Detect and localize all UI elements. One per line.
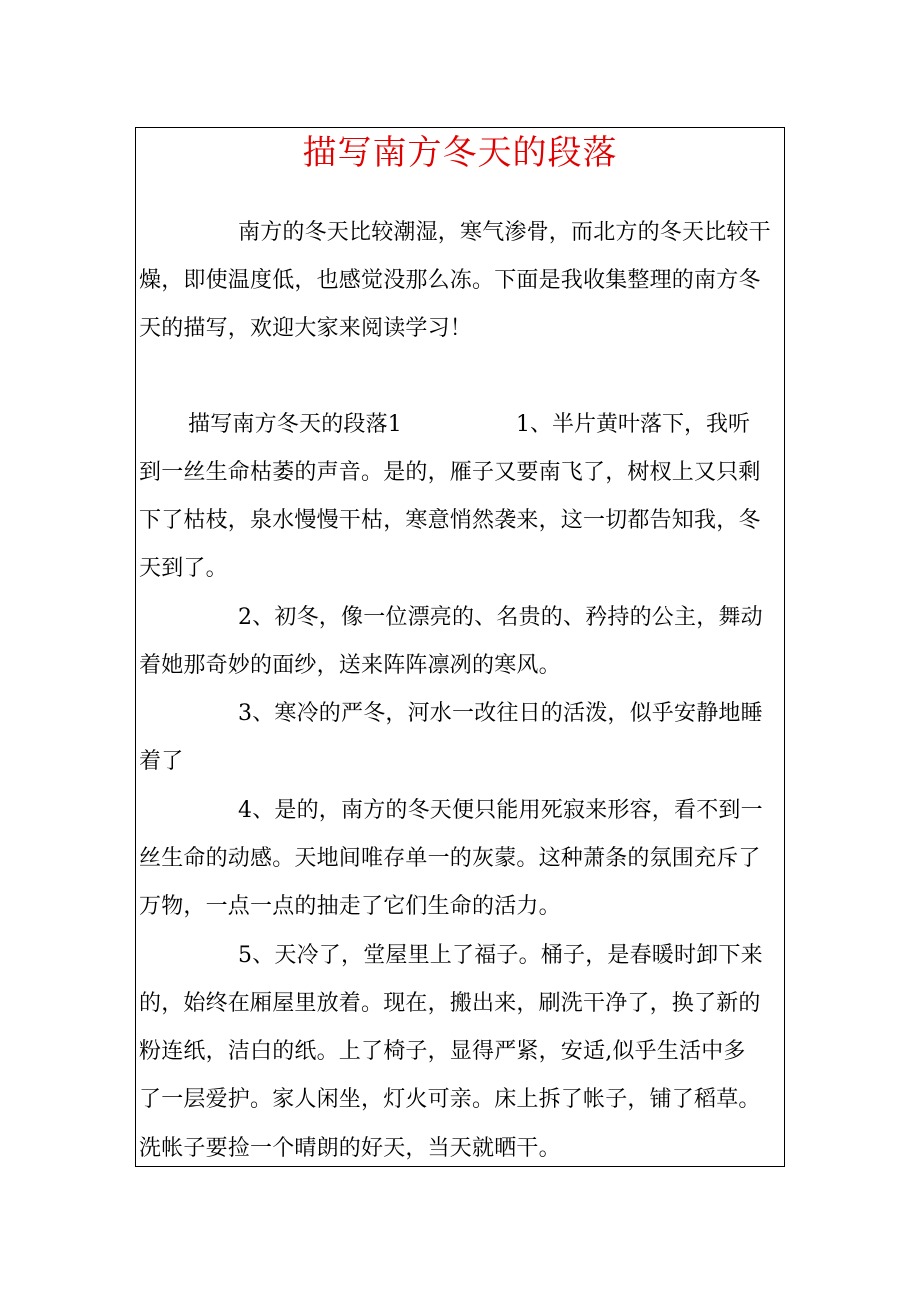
intro-line: 天的描写，欢迎大家来阅读学习！: [139, 316, 473, 341]
item-5-line: 粉连纸，洁白的纸。上了椅子，显得严紧，安适,似乎生活中多: [139, 1039, 746, 1064]
intro-line: 南方的冬天比较潮湿，寒气渗骨，而北方的冬天比较干: [238, 220, 771, 245]
item-2-line: 2、初冬，像一位漂亮的、名贵的、矜持的公主，舞动: [238, 605, 763, 630]
item-5-line: 的，始终在厢屋里放着。现在，搬出来，刷洗干净了，换了新的: [139, 991, 761, 1016]
item-5-line: 了一层爱护。家人闲坐，灯火可亲。床上拆了帐子，铺了稻草。: [139, 1087, 761, 1112]
intro-line: 燥，即使温度低，也感觉没那么冻。下面是我收集整理的南方冬: [139, 268, 761, 293]
document-title: 描写南方冬天的段落: [302, 133, 618, 173]
item-5-line: 洗帐子要捡一个晴朗的好天，当天就晒干。: [139, 1136, 561, 1161]
item-4-line: 4、是的，南方的冬天便只能用死寂来形容，看不到一: [238, 798, 763, 823]
item-2-line: 着她那奇妙的面纱，送来阵阵凛冽的寒风。: [139, 653, 561, 678]
section-heading: 描写南方冬天的段落1: [188, 412, 402, 437]
item-3-line: 着了: [139, 749, 184, 774]
item-5-line: 5、天冷了，堂屋里上了福子。桶子，是春暖时卸下来: [238, 943, 763, 968]
item-1-line: 下了枯枝，泉水慢慢干枯，寒意悄然袭来，这一切都告知我，冬: [139, 508, 761, 533]
item-1-line: 到一丝生命枯萎的声音。是的，雁子又要南飞了，树杈上又只剩: [139, 460, 761, 485]
item-3-line: 3、寒冷的严冬，河水一改往日的活泼，似乎安静地睡: [238, 701, 763, 726]
item-1-line: 天到了。: [139, 556, 228, 581]
item-1-first-line: 1、半片黄叶落下，我听: [516, 412, 750, 437]
item-4-line: 万物，一点一点的抽走了它们生命的活力。: [139, 894, 561, 919]
item-4-line: 丝生命的动感。天地间唯存单一的灰蒙。这种萧条的氛围充斥了: [139, 846, 761, 871]
